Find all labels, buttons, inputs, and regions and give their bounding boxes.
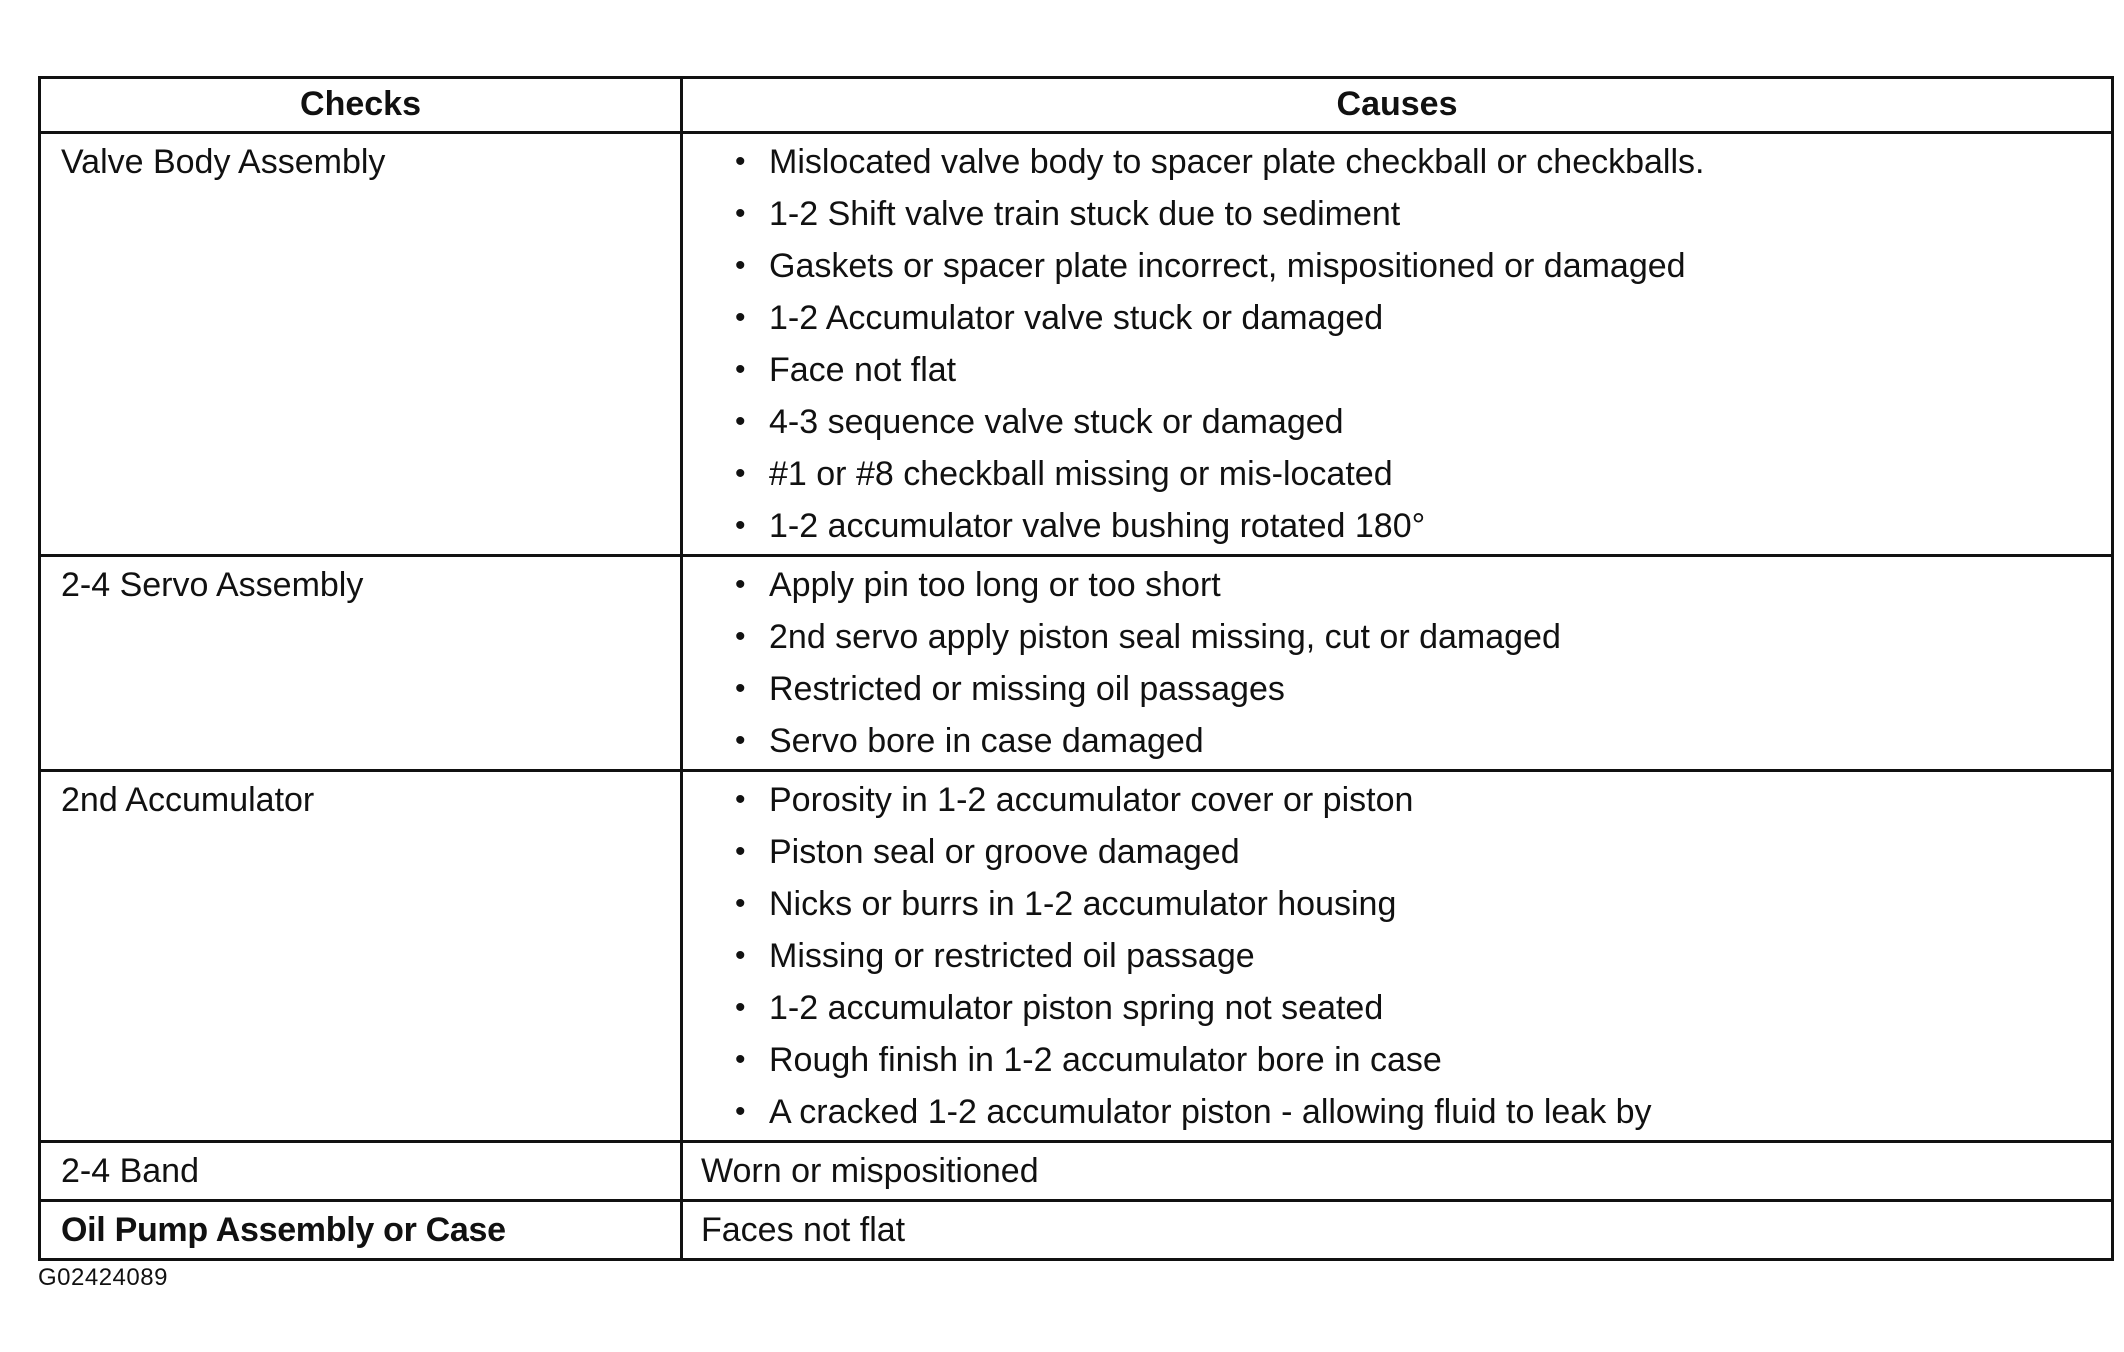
list-item — [735, 774, 2111, 826]
cause-text: Mislocated valve body to spacer plate checkball or checkballs. — [769, 143, 1705, 181]
column-header-checks: Checks — [40, 78, 682, 133]
table-header-row — [40, 78, 2113, 133]
bullet-icon: • — [735, 145, 746, 178]
bullet-icon: • — [735, 1095, 746, 1128]
bullet-icon: • — [735, 783, 746, 816]
bullet-icon: • — [735, 249, 746, 282]
list-item — [735, 292, 2111, 344]
cause-text: Piston seal or groove damaged — [769, 833, 1240, 871]
bullet-icon: • — [735, 620, 746, 653]
cause-text: #1 or #8 checkball missing or mis-located — [769, 455, 1393, 493]
list-item — [735, 500, 2111, 552]
list-item — [735, 930, 2111, 982]
cause-text: 1-2 accumulator piston spring not seated — [769, 989, 1384, 1027]
list-item — [735, 136, 2111, 188]
table-row — [40, 133, 2113, 556]
list-item — [735, 715, 2111, 767]
table-row — [40, 1142, 2113, 1201]
bullet-icon: • — [735, 405, 746, 438]
diagnosis-table — [38, 76, 2114, 1261]
cause-text: Gaskets or spacer plate incorrect, mispositioned or damaged — [769, 247, 1686, 285]
table-row — [40, 1201, 2113, 1260]
table-row — [40, 556, 2113, 771]
bullet-icon: • — [735, 1043, 746, 1076]
bullet-icon: • — [735, 509, 746, 542]
list-item — [735, 1034, 2111, 1086]
list-item — [735, 188, 2111, 240]
bullet-icon: • — [735, 301, 746, 334]
cause-text: 1-2 Accumulator valve stuck or damaged — [769, 299, 1384, 337]
cause-list — [683, 557, 2111, 769]
cause-text: 4-3 sequence valve stuck or damaged — [769, 403, 1344, 441]
cause-text: Nicks or burrs in 1-2 accumulator housing — [769, 885, 1397, 923]
cause-text: Restricted or missing oil passages — [769, 670, 1285, 708]
list-item — [735, 826, 2111, 878]
cause-text: Servo bore in case damaged — [769, 722, 1204, 760]
bullet-icon: • — [735, 939, 746, 972]
table-row — [40, 771, 2113, 1142]
bullet-icon: • — [735, 457, 746, 490]
check-cell: 2-4 Band — [40, 1142, 682, 1201]
list-item — [735, 396, 2111, 448]
bullet-icon: • — [735, 197, 746, 230]
cause-cell: Worn or mispositioned — [682, 1142, 2113, 1201]
cause-text: 1-2 Shift valve train stuck due to sediment — [769, 195, 1401, 233]
column-header-causes: Causes — [682, 78, 2113, 133]
causes-cell — [682, 556, 2113, 771]
cause-text: 1-2 accumulator valve bushing rotated 180° — [769, 507, 1426, 545]
list-item — [735, 878, 2111, 930]
bullet-icon: • — [735, 991, 746, 1024]
cause-cell: Faces not flat — [682, 1201, 2113, 1260]
bullet-icon: • — [735, 724, 746, 757]
check-cell: 2-4 Servo Assembly — [40, 556, 682, 771]
causes-cell — [682, 771, 2113, 1142]
cause-text: Face not flat — [769, 351, 957, 389]
cause-text: A cracked 1-2 accumulator piston - allowing fluid to leak by — [769, 1093, 1652, 1131]
bullet-icon: • — [735, 353, 746, 386]
list-item — [735, 344, 2111, 396]
causes-cell — [682, 133, 2113, 556]
list-item — [735, 611, 2111, 663]
cause-list — [683, 772, 2111, 1140]
cause-text: Porosity in 1-2 accumulator cover or piston — [769, 781, 1414, 819]
list-item — [735, 448, 2111, 500]
cause-text: 2nd servo apply piston seal missing, cut or damaged — [769, 618, 1561, 656]
figure-id: G02424089 — [38, 1264, 168, 1291]
list-item — [735, 982, 2111, 1034]
list-item — [735, 559, 2111, 611]
list-item — [735, 663, 2111, 715]
bullet-icon: • — [735, 835, 746, 868]
cause-list — [683, 134, 2111, 554]
bullet-icon: • — [735, 887, 746, 920]
cause-text: Missing or restricted oil passage — [769, 937, 1255, 975]
bullet-icon: • — [735, 672, 746, 705]
cause-text: Rough finish in 1-2 accumulator bore in case — [769, 1041, 1442, 1079]
check-cell: 2nd Accumulator — [40, 771, 682, 1142]
cause-text: Apply pin too long or too short — [769, 566, 1221, 604]
bullet-icon: • — [735, 568, 746, 601]
list-item — [735, 240, 2111, 292]
check-cell: Valve Body Assembly — [40, 133, 682, 556]
list-item — [735, 1086, 2111, 1138]
check-cell: Oil Pump Assembly or Case — [40, 1201, 682, 1260]
